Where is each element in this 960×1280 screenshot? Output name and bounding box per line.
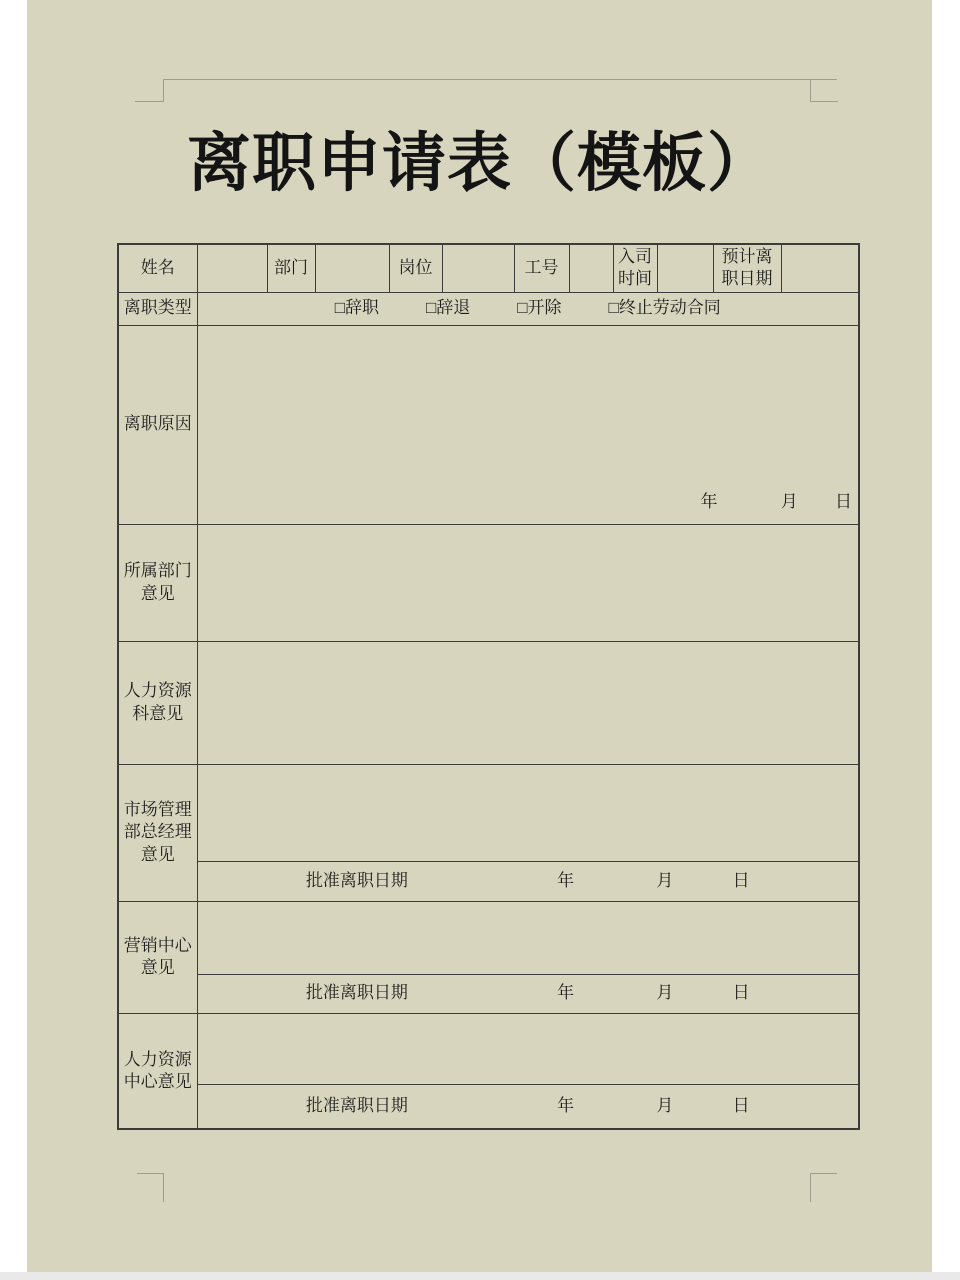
checkbox-option-dismiss[interactable] (426, 298, 470, 317)
year-label: 年 (557, 1096, 575, 1116)
month-label: 月 (780, 492, 798, 512)
day-label: 日 (732, 983, 750, 1003)
resignation-reason-input-cell[interactable] (197, 325, 859, 524)
reason-date-line (701, 491, 853, 513)
name-input-cell[interactable] (197, 244, 267, 292)
margin-mark-bottom-left-v (163, 1173, 164, 1202)
resignation-form-table (117, 243, 860, 1130)
marketing-center-approval-row (118, 974, 859, 1013)
year-label: 年 (557, 983, 575, 1003)
margin-mark-top-right-h (810, 101, 838, 102)
hr-center-approval-date-cell[interactable] (197, 1084, 859, 1129)
checkbox-option-label: 开除 (527, 298, 562, 318)
hr-section-opinion-input-cell[interactable] (197, 641, 859, 764)
market-gm-opinion-row (118, 764, 859, 861)
hr-center-opinion-row (118, 1013, 859, 1084)
hr-center-opinion-label: 人力资源中心意见 (118, 1013, 197, 1129)
approval-date-label: 批准离职日期 (305, 1096, 408, 1116)
margin-mark-top-left-h (135, 101, 163, 102)
market-gm-approval-date-cell[interactable] (197, 861, 859, 901)
approval-date-label: 批准离职日期 (305, 870, 408, 890)
marketing-center-opinion-label: 营销中心意见 (118, 901, 197, 1013)
margin-mark-bottom-left-h (137, 1173, 164, 1174)
checkbox-option-terminate-contract[interactable] (609, 298, 721, 317)
margin-mark-bottom-right-v (810, 1173, 811, 1202)
position-label: 岗位 (389, 244, 442, 292)
department-opinion-row (118, 524, 859, 641)
margin-mark-bottom-right-h (810, 1173, 837, 1174)
margin-mark-top-left-v (163, 79, 164, 102)
month-label: 月 (656, 983, 674, 1003)
expected-leave-date-label: 预计离职日期 (713, 244, 781, 292)
entry-date-input-cell[interactable] (657, 244, 713, 292)
page-title: 离职申请表（模板） (187, 128, 772, 199)
checkbox-option-label: 辞退 (436, 298, 471, 318)
month-label: 月 (656, 1096, 674, 1116)
expected-leave-date-input-cell[interactable] (781, 244, 859, 292)
employee-id-label: 工号 (514, 244, 569, 292)
hr-section-opinion-row (118, 641, 859, 764)
department-opinion-label: 所属部门意见 (118, 524, 197, 641)
margin-mark-top-right-v (810, 79, 811, 102)
month-label: 月 (656, 870, 674, 890)
department-opinion-input-cell[interactable] (197, 524, 859, 641)
viewport-bottom-strip (0, 1272, 960, 1280)
day-label: 日 (835, 492, 852, 512)
employee-id-input-cell[interactable] (569, 244, 613, 292)
market-gm-opinion-label: 市场管理部总经理意见 (118, 764, 197, 901)
market-gm-approval-row (118, 861, 859, 901)
checkbox-option-label: 辞职 (344, 298, 379, 318)
department-input-cell[interactable] (315, 244, 389, 292)
checkbox-option-resign[interactable] (335, 298, 379, 317)
hr-center-approval-row (118, 1084, 859, 1129)
header-fields-row (118, 244, 859, 292)
marketing-center-approval-date-cell[interactable] (197, 974, 859, 1013)
entry-date-label: 入司时间 (613, 244, 657, 292)
checkbox-icon[interactable]: □ (334, 298, 345, 318)
day-label: 日 (732, 1096, 750, 1116)
marketing-center-opinion-row (118, 901, 859, 974)
resignation-type-label: 离职类型 (118, 292, 197, 325)
market-gm-opinion-input-cell[interactable] (197, 764, 859, 861)
checkbox-icon[interactable]: □ (608, 298, 619, 318)
year-label: 年 (557, 870, 575, 890)
top-text-boundary-line (163, 79, 837, 80)
checkbox-option-label: 终止劳动合同 (618, 298, 721, 318)
name-label: 姓名 (118, 244, 197, 292)
position-input-cell[interactable] (442, 244, 514, 292)
approval-date-label: 批准离职日期 (305, 983, 408, 1003)
checkbox-icon[interactable]: □ (425, 298, 437, 318)
hr-center-opinion-input-cell[interactable] (197, 1013, 859, 1084)
year-label: 年 (700, 492, 718, 512)
resignation-reason-label: 离职原因 (118, 325, 197, 524)
checkbox-icon[interactable]: □ (517, 298, 528, 318)
resignation-reason-row (118, 325, 859, 524)
resignation-type-row (118, 292, 859, 325)
hr-section-opinion-label: 人力资源科意见 (118, 641, 197, 764)
marketing-center-opinion-input-cell[interactable] (197, 901, 859, 974)
resignation-type-options (197, 292, 859, 325)
department-label: 部门 (267, 244, 315, 292)
checkbox-option-expel[interactable] (517, 298, 561, 317)
day-label: 日 (732, 870, 750, 890)
